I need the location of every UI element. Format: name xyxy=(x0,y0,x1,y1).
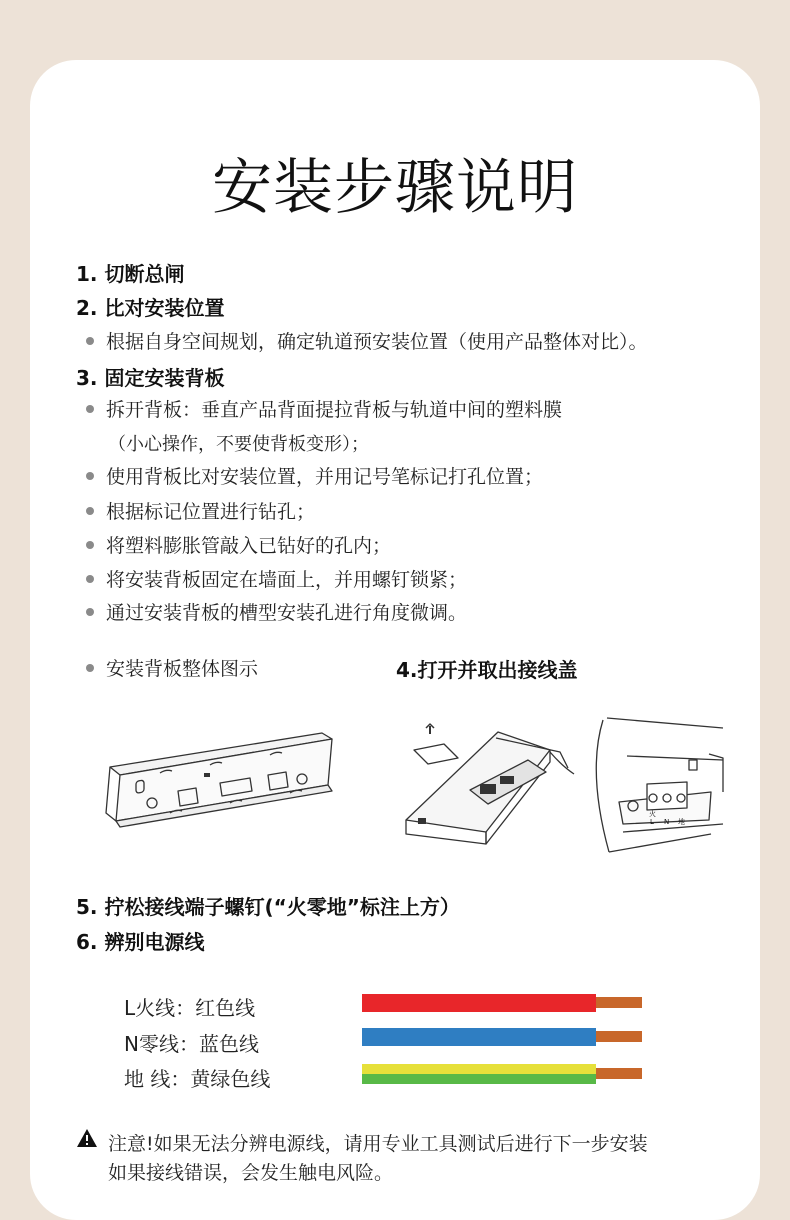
wire-ground-green xyxy=(362,1074,596,1084)
bullet-dot xyxy=(86,337,94,345)
step-3-bullet-4: 将塑料膨胀管敲入已钻好的孔内； xyxy=(86,531,391,558)
cover-removal-illustration xyxy=(400,710,580,845)
step-1: 1. 切断总闸 xyxy=(76,262,185,286)
wire-ground-copper xyxy=(596,1068,642,1079)
step-2: 2. 比对安装位置 xyxy=(76,296,225,320)
bullet-dot xyxy=(86,472,94,480)
terminal-label-n: N xyxy=(664,818,670,826)
warning-line-2: 如果接线错误，会发生触电风险。 xyxy=(108,1162,394,1184)
terminal-block-illustration xyxy=(583,712,743,857)
step-4: 4.打开并取出接线盖 xyxy=(396,658,578,682)
bullet-dot xyxy=(86,405,94,413)
step-5: 5. 拧松接线端子螺钉(“火零地”标注上方） xyxy=(76,895,460,919)
wire-ground xyxy=(362,1064,596,1084)
step-6: 6. 辨别电源线 xyxy=(76,930,205,954)
bullet-dot xyxy=(86,664,94,672)
step-3-bullet-5: 将安装背板固定在墙面上，并用螺钉锁紧； xyxy=(86,565,467,592)
wire-ground-yellow xyxy=(362,1064,596,1074)
wire-neutral-copper xyxy=(596,1031,642,1042)
terminal-label-l: L xyxy=(650,818,654,826)
wire-neutral xyxy=(362,1028,596,1046)
diagram-caption: 安装背板整体图示 xyxy=(86,654,258,681)
step-3-bullet-6: 通过安装背板的槽型安装孔进行角度微调。 xyxy=(86,598,467,625)
wire-live xyxy=(362,994,596,1012)
page-title: 安装步骤说明 xyxy=(212,153,578,223)
terminal-label-fire: 火 xyxy=(649,810,656,818)
terminal-label-ground: 地 xyxy=(678,818,685,826)
bullet-dot xyxy=(86,541,94,549)
wire-live-copper xyxy=(596,997,642,1008)
warning-triangle-icon xyxy=(76,1128,98,1148)
step-3-bullet-1-note: （小心操作，不要使背板变形）； xyxy=(108,434,369,455)
step-3-bullet-2: 使用背板比对安装位置，并用记号笔标记打孔位置； xyxy=(86,462,543,489)
step-3-bullet-3: 根据标记位置进行钻孔； xyxy=(86,497,315,524)
bullet-dot xyxy=(86,507,94,515)
step-3: 3. 固定安装背板 xyxy=(76,366,225,390)
step-3-bullet-1: 拆开背板：垂直产品背面提拉背板与轨道中间的塑料膜 xyxy=(86,395,562,422)
back-plate-illustration xyxy=(100,725,340,835)
wire-label-live: L火线：红色线 xyxy=(124,996,256,1020)
warning-line-1: 注意!如果无法分辨电源线，请用专业工具测试后进行下一步安装 xyxy=(108,1133,648,1155)
bullet-dot xyxy=(86,608,94,616)
wire-label-ground: 地 线：黄绿色线 xyxy=(124,1067,271,1091)
wire-label-neutral: N零线：蓝色线 xyxy=(124,1032,259,1056)
bullet-dot xyxy=(86,575,94,583)
step-2-bullet: 根据自身空间规划，确定轨道预安装位置（使用产品整体对比）。 xyxy=(86,327,648,354)
